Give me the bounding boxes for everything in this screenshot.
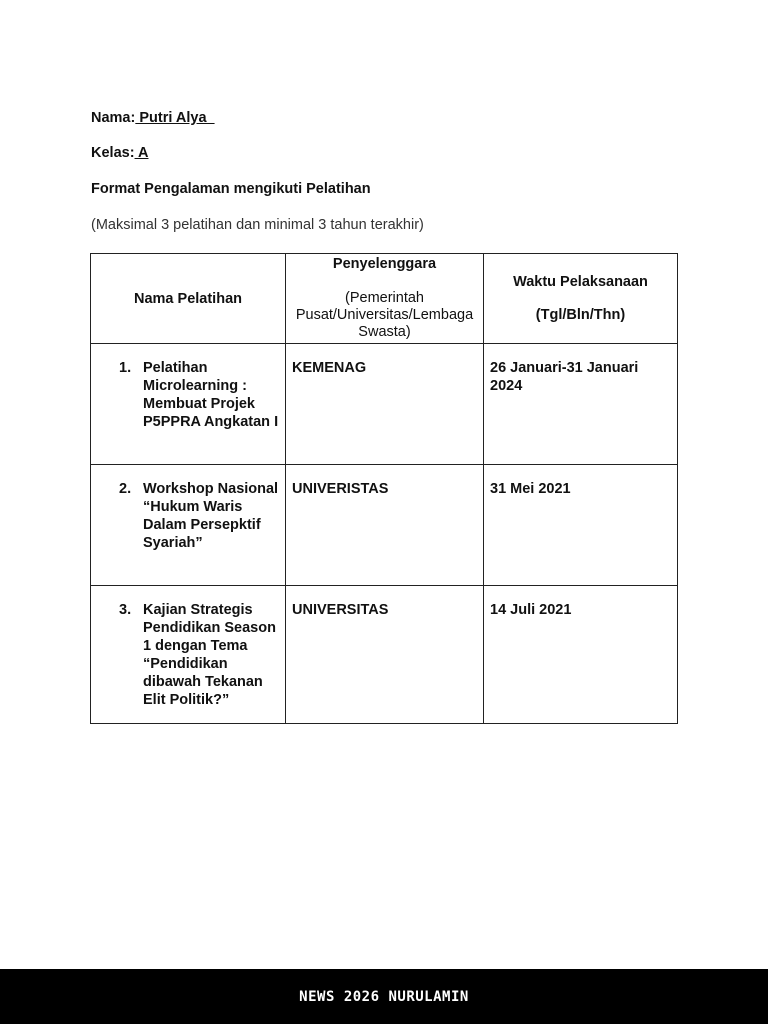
nama-line <box>91 110 215 126</box>
training-name: Kajian Strategis Pendidikan Season 1 dengan Tema “Pendidikan dibawah Tekanan Elit Politik?” <box>143 602 276 708</box>
header-label: Nama Pelatihan <box>134 290 242 307</box>
table-row <box>91 344 678 465</box>
row-number: 3. <box>119 602 132 618</box>
organizer: UNIVERSITAS <box>292 602 389 618</box>
kelas-line <box>91 145 149 161</box>
training-table <box>90 253 678 724</box>
table-row <box>91 465 678 586</box>
organizer: KEMENAG <box>292 360 367 376</box>
header-penyelenggara <box>286 254 484 344</box>
header-label: Waktu Pelaksanaan <box>513 274 648 290</box>
header-sub: (Tgl/Bln/Thn) <box>535 307 626 323</box>
header-sub: (Pemerintah Pusat/Universitas/Lembaga Swasta) <box>295 290 474 340</box>
date: 14 Juli 2021 <box>490 602 572 618</box>
table-header-row <box>91 254 678 344</box>
training-name: Pelatihan Microlearning : Membuat Projek P5PPRA Angkatan I <box>143 360 279 430</box>
header-waktu <box>484 254 678 344</box>
nama-label: Nama: <box>91 110 136 126</box>
nama-value: Putri Alya <box>135 110 215 126</box>
header-label: Penyelenggara <box>332 256 437 272</box>
header-nama-pelatihan <box>91 254 286 344</box>
row-number: 2. <box>119 481 132 497</box>
document-note: (Maksimal 3 pelatihan dan minimal 3 tahun terakhir) <box>91 217 424 233</box>
training-name: Workshop Nasional “Hukum Waris Dalam Persepktif Syariah” <box>143 481 279 551</box>
footer-banner: NEWS 2026 NURULAMIN <box>0 969 768 1024</box>
kelas-label: Kelas: <box>91 145 135 161</box>
kelas-value: A <box>134 145 149 161</box>
organizer: UNIVERISTAS <box>292 481 389 497</box>
document-title: Format Pengalaman mengikuti Pelatihan <box>91 181 371 197</box>
date: 31 Mei 2021 <box>490 481 571 497</box>
table-row <box>91 586 678 724</box>
date: 26 Januari-31 Januari 2024 <box>490 360 639 394</box>
row-number: 1. <box>119 360 132 376</box>
